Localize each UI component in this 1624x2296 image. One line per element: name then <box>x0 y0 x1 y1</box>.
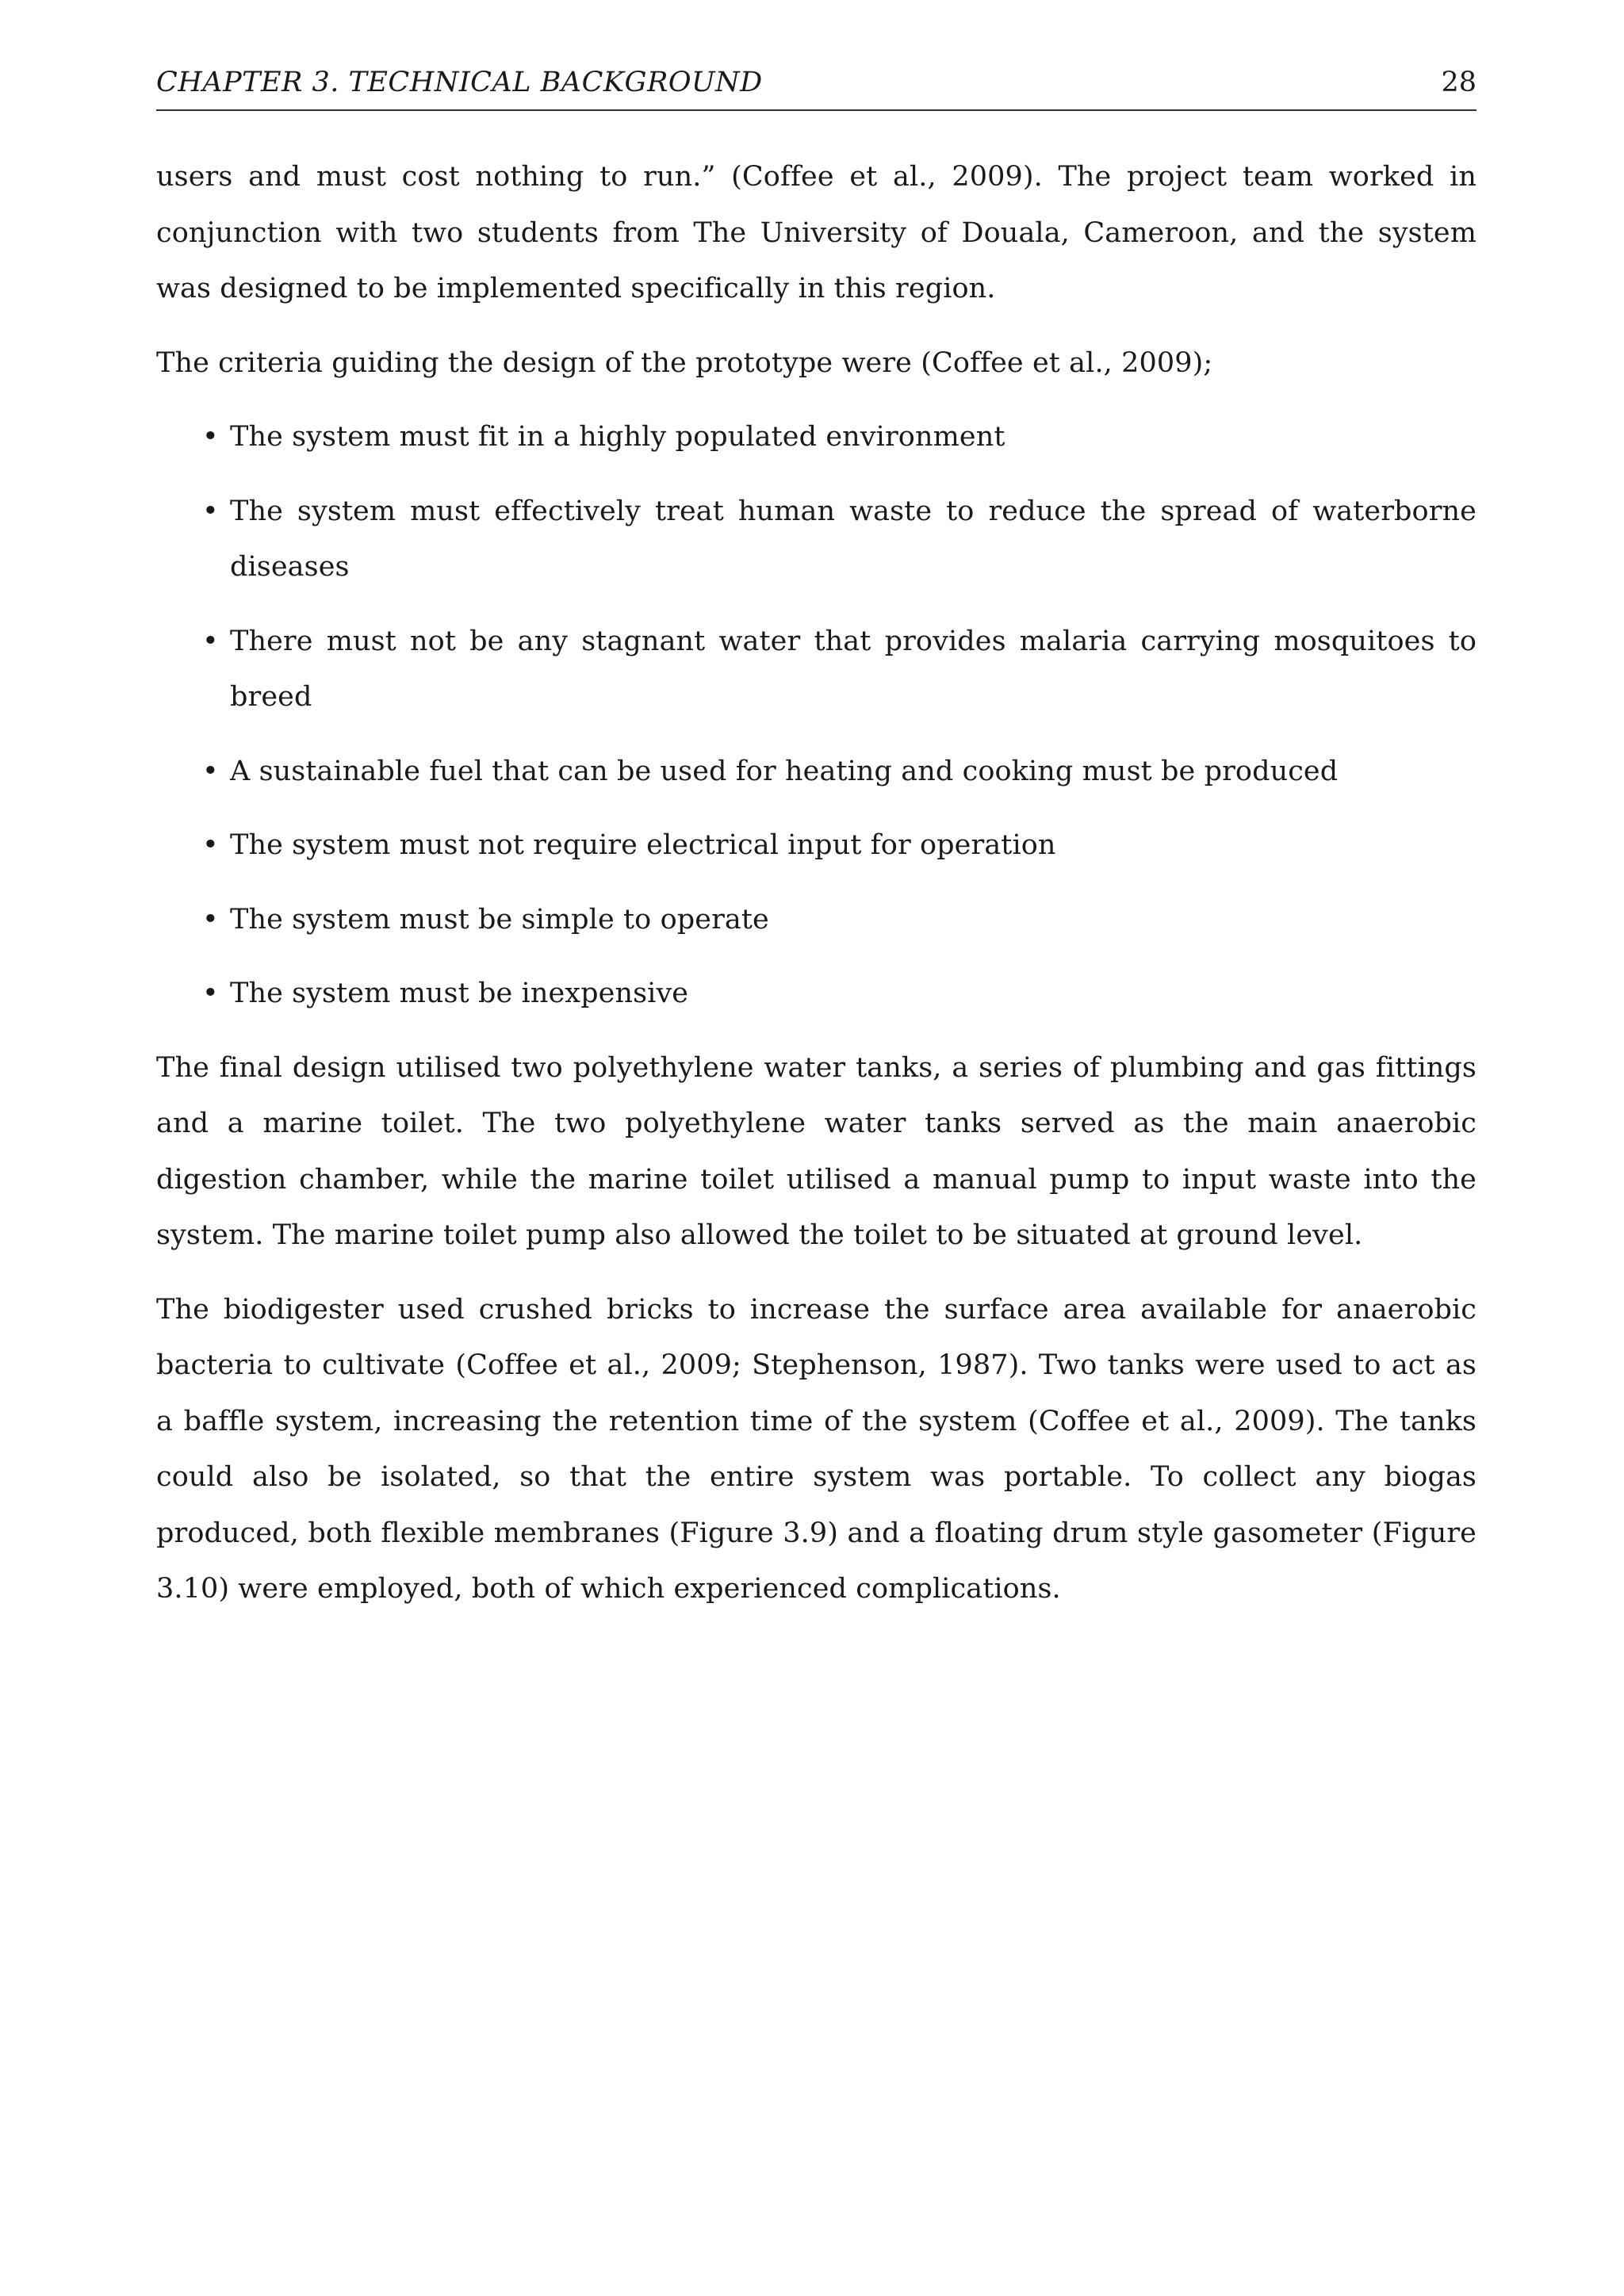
list-item-text: The system must be simple to operate <box>230 903 769 936</box>
body-text <box>156 149 1477 1636</box>
list-item <box>202 744 1477 800</box>
bullet-icon: • <box>202 829 219 861</box>
page-number: 28 <box>1441 67 1477 98</box>
list-item-text: The system must be inexpensive <box>230 978 689 1009</box>
paragraph-final-design: The final design utilised two polyethylene water tanks, a series of plumbing and gas fittings and a marine toilet. The two polyethylene water tanks served as the main anaerobic digestion chamber, while the marine toilet utilised a manual pump to input waste into the system. The marine toilet pump also allowed the toilet to be situated at ground level. <box>156 1051 1477 1251</box>
list-item <box>202 409 1477 465</box>
bullet-icon: • <box>202 978 219 1009</box>
bullet-icon: • <box>202 495 219 527</box>
paragraph-intro: users and must cost nothing to run.” (Coffee et al., 2009). The project team worked in conjunction with two students from The University of Douala, Cameroon, and the system was designed to be implemented specifically in this region. <box>156 161 1477 304</box>
list-item-text: There must not be any stagnant water that provides malaria carrying mosquitoes to breed <box>230 625 1477 713</box>
bullet-icon: • <box>202 903 219 936</box>
list-item <box>202 484 1477 595</box>
bullet-icon: • <box>202 755 219 787</box>
list-item <box>202 817 1477 874</box>
paragraph-criteria-lead: The criteria guiding the design of the prototype were (Coffee et al., 2009); <box>156 346 1213 379</box>
page-header <box>156 63 1477 111</box>
list-item-text: The system must effectively treat human waste to reduce the spread of waterborne diseases <box>230 495 1477 583</box>
list-item <box>202 966 1477 1022</box>
criteria-list <box>156 409 1477 1022</box>
list-item-text: The system must not require electrical input for operation <box>230 829 1056 861</box>
bullet-icon: • <box>202 421 219 453</box>
running-head: CHAPTER 3. TECHNICAL BACKGROUND <box>156 67 763 98</box>
bullet-icon: • <box>202 625 219 657</box>
list-item-text: A sustainable fuel that can be used for heating and cooking must be produced <box>230 755 1339 787</box>
list-item <box>202 892 1477 948</box>
list-item <box>202 614 1477 725</box>
list-item-text: The system must fit in a highly populated environment <box>230 421 1005 453</box>
paragraph-biodigester: The biodigester used crushed bricks to increase the surface area available for anaerobic bacteria to cultivate (Coffee et al., 2009; Stephenson, 1987). Two tanks were used to act as a baffle system, increasing the retention time of the system (Coffee et al., 2009). The tanks could also be isolated, so that the entire system was portable. To collect any biogas produced, both flexible membranes (Figure 3.9) and a floating drum style gasometer (Figure 3.10) were employed, both of which experienced complications. <box>156 1293 1477 1605</box>
